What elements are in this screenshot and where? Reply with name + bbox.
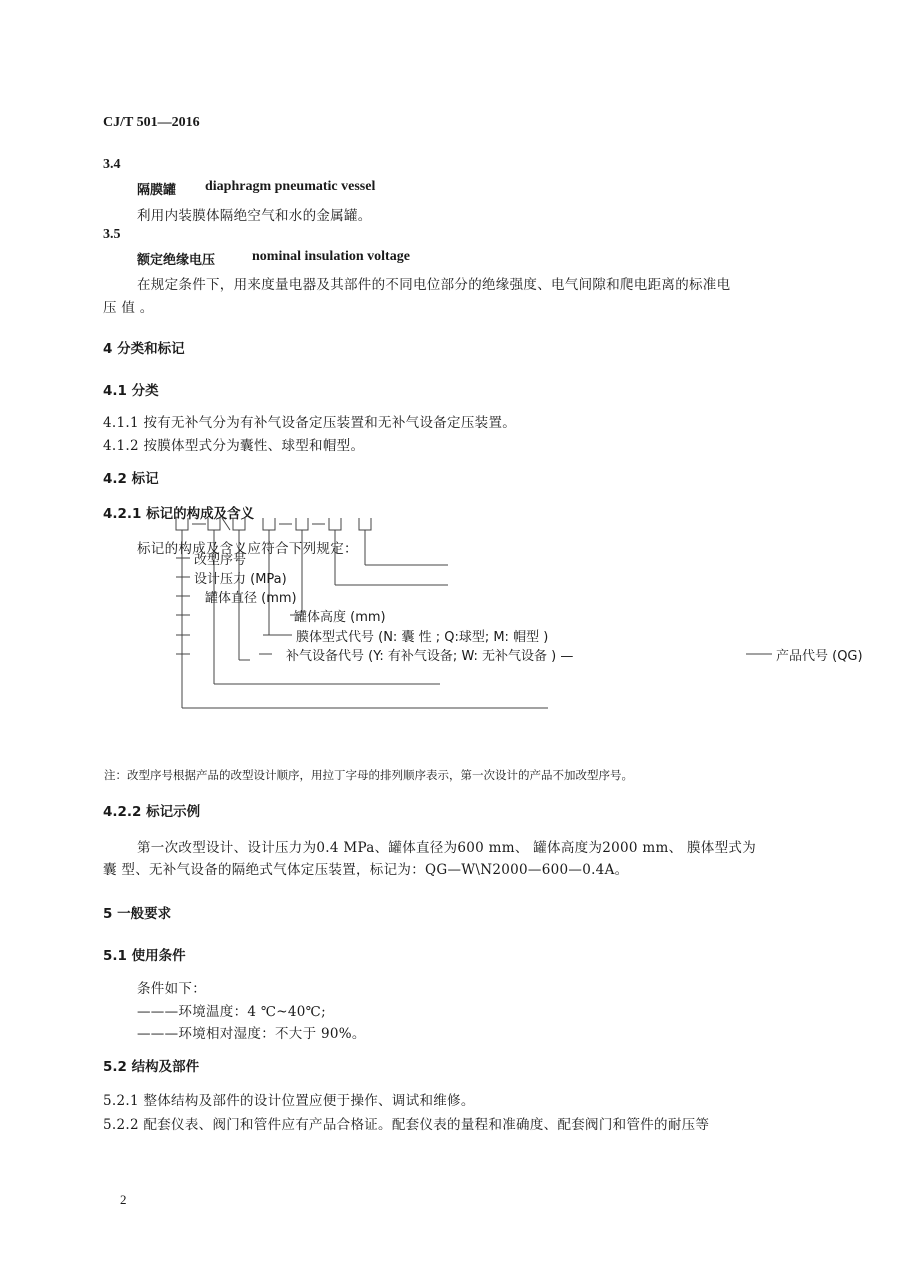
section-4-2-2-heading: 4.2.2 标记示例 (103, 804, 201, 820)
marking-note: 注：改型序号根据产品的改型设计顺序，用拉丁字母的排列顺序表示，第一次设计的产品不加改型序号。 (104, 768, 633, 782)
section-3-5-number: 3.5 (103, 227, 121, 242)
conditions-intro: 条件如下： (137, 981, 206, 997)
term-chinese: 额定绝缘电压 (137, 253, 216, 268)
definition: 利用内装膜体隔绝空气和水的金属罐。 (137, 208, 372, 224)
label-tank-height: 罐体高度 (mm) (294, 610, 386, 625)
marking-box (296, 518, 308, 530)
clause-4-1-2: 4.1.2 按膜体型式分为囊性、球型和帽型。 (103, 438, 365, 454)
definition-line-2: 压 值 。 (103, 300, 154, 316)
marking-box (263, 518, 275, 530)
label-membrane-type: 膜体型式代号 (N: 囊 性 ; Q:球型; M: 帽型 ) (296, 630, 549, 645)
marking-box (359, 518, 371, 530)
clause-5-2-2: 5.2.2 配套仪表、阀门和管件应有产品合格证。配套仪表的量程和准确度、配套阀门和管件的耐压等 (103, 1117, 710, 1133)
marking-box (329, 518, 341, 530)
section-4-heading: 4 分类和标记 (103, 341, 185, 357)
label-product-code: 产品代号 (QG) (776, 649, 863, 664)
page-number: 2 (120, 1192, 127, 1207)
section-5-1-heading: 5.1 使用条件 (103, 948, 186, 964)
clause-4-1-1: 4.1.1 按有无补气分为有补气设备定压装置和无补气设备定压装置。 (103, 415, 517, 431)
condition-humidity: ———环境相对湿度：不大于 90%。 (137, 1026, 366, 1042)
section-4-1-heading: 4.1 分类 (103, 383, 159, 399)
example-line-2: 囊 型、无补气设备的隔绝式气体定压装置，标记为：QG—W\N2000—600—0.4A。 (103, 862, 629, 878)
document-code: CJ/T 501—2016 (103, 115, 200, 130)
label-revision-sequence: 改型序号 (194, 553, 247, 568)
term-english: diaphragm pneumatic vessel (205, 179, 376, 194)
definition-line-1: 在规定条件下，用来度量电器及其部件的不同电位部分的绝缘强度、电气间隙和爬电距离的标准电 (137, 277, 731, 293)
label-design-pressure: 设计压力 (MPa) (194, 572, 287, 587)
section-5-2-heading: 5.2 结构及部件 (103, 1059, 200, 1075)
marking-box (208, 518, 220, 530)
section-3-4-number: 3.4 (103, 157, 121, 172)
term-chinese: 隔膜罐 (137, 183, 177, 198)
example-line-1: 第一次改型设计、设计压力为0.4 MPa、罐体直径为600 mm、 罐体高度为2000 mm、 膜体型式为 (137, 840, 757, 856)
marking-box (233, 518, 245, 530)
term-english: nominal insulation voltage (252, 249, 410, 264)
label-supply-equipment: 补气设备代号 (Y: 有补气设备; W: 无补气设备 ) — (286, 649, 574, 664)
section-4-2-heading: 4.2 标记 (103, 471, 159, 487)
condition-temperature: ———环境温度：4 ℃~40℃; (137, 1004, 326, 1020)
clause-5-2-1: 5.2.1 整体结构及部件的设计位置应便于操作、调试和维修。 (103, 1093, 475, 1109)
label-tank-diameter: 罐体直径 (mm) (205, 591, 297, 606)
marking-box (176, 518, 188, 530)
section-5-heading: 5 一般要求 (103, 906, 172, 922)
section-4-2-1-heading: 4.2.1 标记的构成及含义 (103, 506, 255, 522)
marking-intro: 标记的构成及含义应符合下列规定： (137, 541, 358, 557)
